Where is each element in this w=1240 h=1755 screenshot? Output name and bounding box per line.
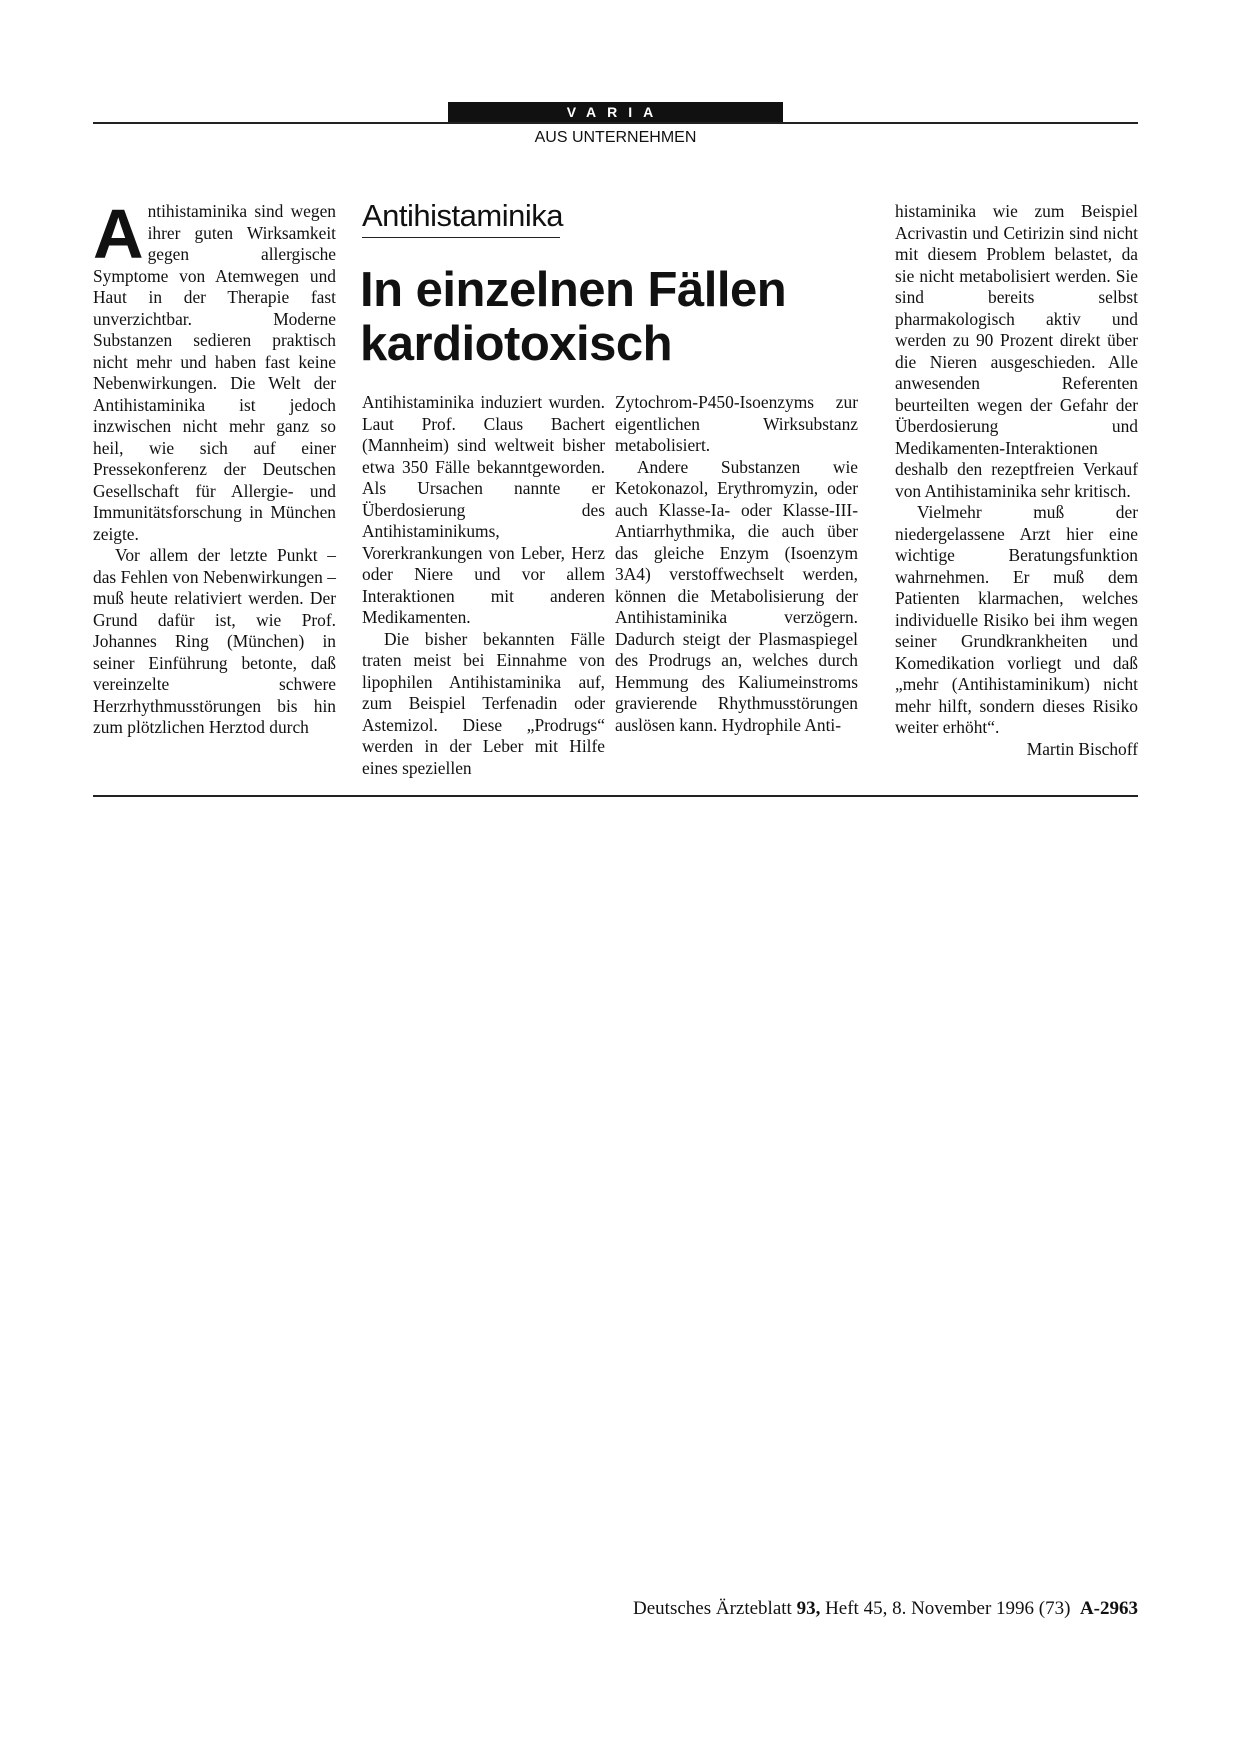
paragraph: Vielmehr muß der niedergelassene Arzt hier eine wichtige Beratungsfunktion wahrnehmen. Er muß dem Patienten klarmachen, welches individuelle Risiko bei ihm wegen seiner Grundkrankheiten und Komedikation vorliegt und daß „mehr (Antihistaminikum) nicht mehr hilft, sondern dieses Risiko weiter erhöht“.	[895, 502, 1138, 737]
paragraph-text: ntihistaminika sind wegen ihrer guten Wirksamkeit gegen allergische Symptome von Atemwegen und Haut in der Therapie fast unverzichtbar. Moderne Substanzen sedieren praktisch nicht mehr und haben fast keine Nebenwirkungen. Die Welt der Antihistaminika ist jedoch inzwischen nicht mehr ganz so heil, wie sich auf einer Pressekonferenz der Deutschen Gesellschaft für Allergie- und Immunitätsforschung in München zeigte.	[93, 201, 336, 544]
volume-number: 93,	[796, 1598, 821, 1619]
header-rule	[93, 122, 1138, 124]
article-bottom-rule	[93, 795, 1138, 797]
article-kicker: Antihistaminika	[362, 198, 560, 238]
headline-line-2: kardiotoxisch	[360, 317, 673, 371]
issue-date: Heft 45, 8. November 1996 (73)	[825, 1598, 1071, 1619]
page-number: A-2963	[1079, 1598, 1138, 1619]
paragraph: Andere Substanzen wie Ketokonazol, Erythromyzin, oder auch Klasse-Ia- oder Klasse-III-Antiarrhythmika, die auch über das gleiche Enzym (Isoenzym 3A4) verstoffwechselt werden, können die Metabolisierung der Antihistaminika verzögern. Dadurch steigt der Plasmaspiegel des Prodrugs an, welches durch Hemmung des Kaliumeinstroms gravierende Rhythmusstörungen auslösen kann. Hydrophile Anti-	[615, 456, 858, 735]
article-column-3	[615, 392, 858, 736]
paragraph: Die bisher bekannten Fälle traten meist bei Einnahme von lipophilen Antihistaminika auf, zum Beispiel Terfenadin oder Astemizol. Diese „Prodrugs“ werden in der Leber mit Hilfe eines speziellen	[362, 628, 605, 778]
paragraph: Zytochrom-P450-Isoenzyms zur eigentlichen Wirksubstanz metabolisiert.	[615, 392, 858, 455]
paragraph	[93, 195, 336, 545]
subsection-label: AUS UNTERNEHMEN	[534, 129, 697, 146]
author-name: Martin Bischoff	[1026, 738, 1138, 759]
author-line	[895, 739, 1138, 761]
drop-cap: A	[93, 195, 144, 273]
journal-name: Deutsches Ärzteblatt	[633, 1598, 792, 1619]
article-column-4	[895, 201, 1138, 760]
paragraph: Vor allem der letzte Punkt – das Fehlen von Nebenwirkungen – muß heute relativiert werden. Der Grund dafür ist, wie Prof. Johannes Ring (München) in seiner Einführung betonte, daß vereinzelte schwere Herzrhythmusstörungen bis hin zum plötzlichen Herztod durch	[93, 545, 336, 737]
headline-line-1: In einzelnen Fällen	[360, 263, 787, 317]
section-label: VARIA	[448, 102, 783, 122]
article-column-2	[362, 392, 605, 779]
page-footer	[590, 1598, 1138, 1620]
article-column-1	[93, 195, 336, 739]
article-headline	[360, 263, 800, 371]
paragraph: histaminika wie zum Beispiel Acrivastin und Cetirizin sind nicht mit diesem Problem belastet, da sie nicht metabolisiert werden. Sie sind bereits selbst pharmakologisch aktiv und werden zu 90 Prozent direkt über die Nieren ausgeschieden. Alle anwesenden Referenten beurteilten wegen der Gefahr der Überdosierung und Medikamenten-Interaktionen deshalb den rezeptfreien Verkauf von Antihistaminika sehr kritisch.	[895, 201, 1138, 501]
paragraph: Antihistaminika induziert wurden. Laut Prof. Claus Bachert (Mannheim) sind weltweit bisher etwa 350 Fälle bekanntgeworden. Als Ursachen nannte er Überdosierung des Antihistaminikums, Vorerkrankungen von Leber, Herz oder Niere und vor allem Interaktionen mit anderen Medikamenten.	[362, 392, 605, 627]
